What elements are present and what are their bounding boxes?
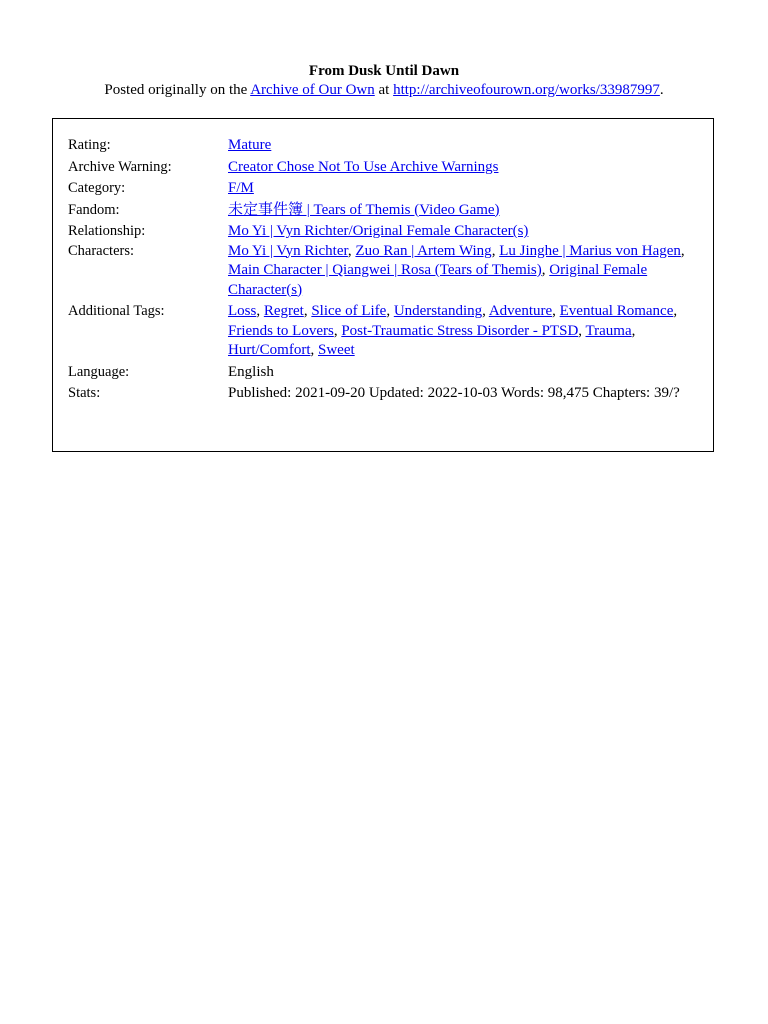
stats-value: Published: 2021-09-20 Updated: 2022-10-03 Words: 98,475 Chapters: 39/?	[228, 385, 680, 401]
tag-link[interactable]: Slice of Life	[311, 303, 387, 319]
meta-row-fandom	[68, 199, 696, 221]
tag-link[interactable]: Loss	[228, 303, 257, 319]
category-link[interactable]: F/M	[228, 180, 254, 196]
separator: ,	[552, 303, 560, 319]
relationship-link[interactable]: Mo Yi | Vyn Richter/Original Female Character(s)	[228, 223, 529, 239]
separator: ,	[680, 242, 685, 259]
posted-at: at	[374, 82, 394, 98]
category-label: Category:	[68, 180, 126, 196]
separator: ,	[541, 262, 550, 278]
separator: ,	[303, 303, 312, 319]
archive-link[interactable]: Archive of Our Own	[250, 82, 375, 98]
meta-row-category	[68, 177, 696, 199]
warning-link[interactable]: Creator Chose Not To Use Archive Warnings	[228, 158, 499, 175]
fandom-label: Fandom:	[68, 201, 120, 218]
warning-label: Archive Warning:	[68, 158, 172, 175]
tags-label: Additional Tags:	[68, 303, 165, 319]
separator: ,	[347, 242, 356, 259]
relationship-value	[228, 220, 696, 242]
language-label: Language:	[68, 363, 130, 380]
separator: ,	[578, 322, 586, 339]
work-url-link[interactable]: http://archiveofourown.org/works/33987997	[393, 82, 660, 98]
work-title: From Dusk Until Dawn	[308, 63, 460, 79]
separator: ,	[333, 322, 342, 339]
relationship-label: Relationship:	[68, 223, 146, 239]
meta-row-language	[68, 361, 696, 383]
meta-row-relationship	[68, 220, 696, 242]
posted-line	[0, 81, 768, 100]
tag-link[interactable]: Sweet	[318, 342, 355, 358]
meta-row-rating	[68, 136, 696, 156]
separator: ,	[386, 303, 394, 319]
meta-row-warning	[68, 156, 696, 178]
meta-row-stats	[68, 382, 696, 404]
meta-row-tags	[68, 300, 696, 361]
work-header	[0, 62, 768, 100]
posted-period: .	[659, 82, 664, 98]
language-value: English	[228, 363, 274, 380]
rating-label: Rating:	[68, 137, 111, 153]
tag-link[interactable]: Hurt/Comfort	[228, 342, 311, 358]
work-meta-table	[68, 136, 696, 404]
meta-row-characters	[68, 242, 696, 301]
character-link[interactable]: Mo Yi | Vyn Richter	[228, 242, 348, 259]
rating-link[interactable]: Mature	[228, 137, 272, 153]
tag-link[interactable]: Adventure	[488, 303, 553, 319]
rating-value	[228, 136, 696, 156]
stats-label: Stats:	[68, 385, 101, 401]
separator: ,	[673, 303, 678, 319]
tag-link[interactable]: Friends to Lovers	[228, 322, 334, 339]
separator: ,	[631, 322, 636, 339]
warning-value	[228, 156, 696, 178]
character-link[interactable]: Zuo Ran | Artem Wing	[355, 242, 492, 259]
character-link[interactable]: Original Female Character(s)	[228, 262, 648, 298]
character-link[interactable]: Lu Jinghe | Marius von Hagen	[499, 242, 681, 259]
tag-link[interactable]: Eventual Romance	[559, 303, 674, 319]
separator: ,	[482, 303, 489, 319]
separator: ,	[310, 342, 318, 358]
work-meta-box	[52, 118, 714, 452]
character-link[interactable]: Main Character | Qiangwei | Rosa (Tears of Themis)	[228, 262, 542, 278]
fandom-link[interactable]: 未定事件簿 | Tears of Themis (Video Game)	[228, 201, 500, 218]
characters-value	[228, 242, 696, 301]
tag-link[interactable]: Understanding	[393, 303, 483, 319]
posted-prefix: Posted originally on the	[104, 82, 251, 98]
separator: ,	[491, 242, 500, 259]
characters-label: Characters:	[68, 242, 135, 259]
separator: ,	[256, 303, 264, 319]
tag-link[interactable]: Regret	[263, 303, 304, 319]
tag-link[interactable]: Trauma	[585, 322, 632, 339]
fandom-value	[228, 199, 696, 221]
category-value	[228, 177, 696, 199]
tags-value	[228, 300, 696, 361]
tag-link[interactable]: Post-Traumatic Stress Disorder - PTSD	[341, 322, 579, 339]
